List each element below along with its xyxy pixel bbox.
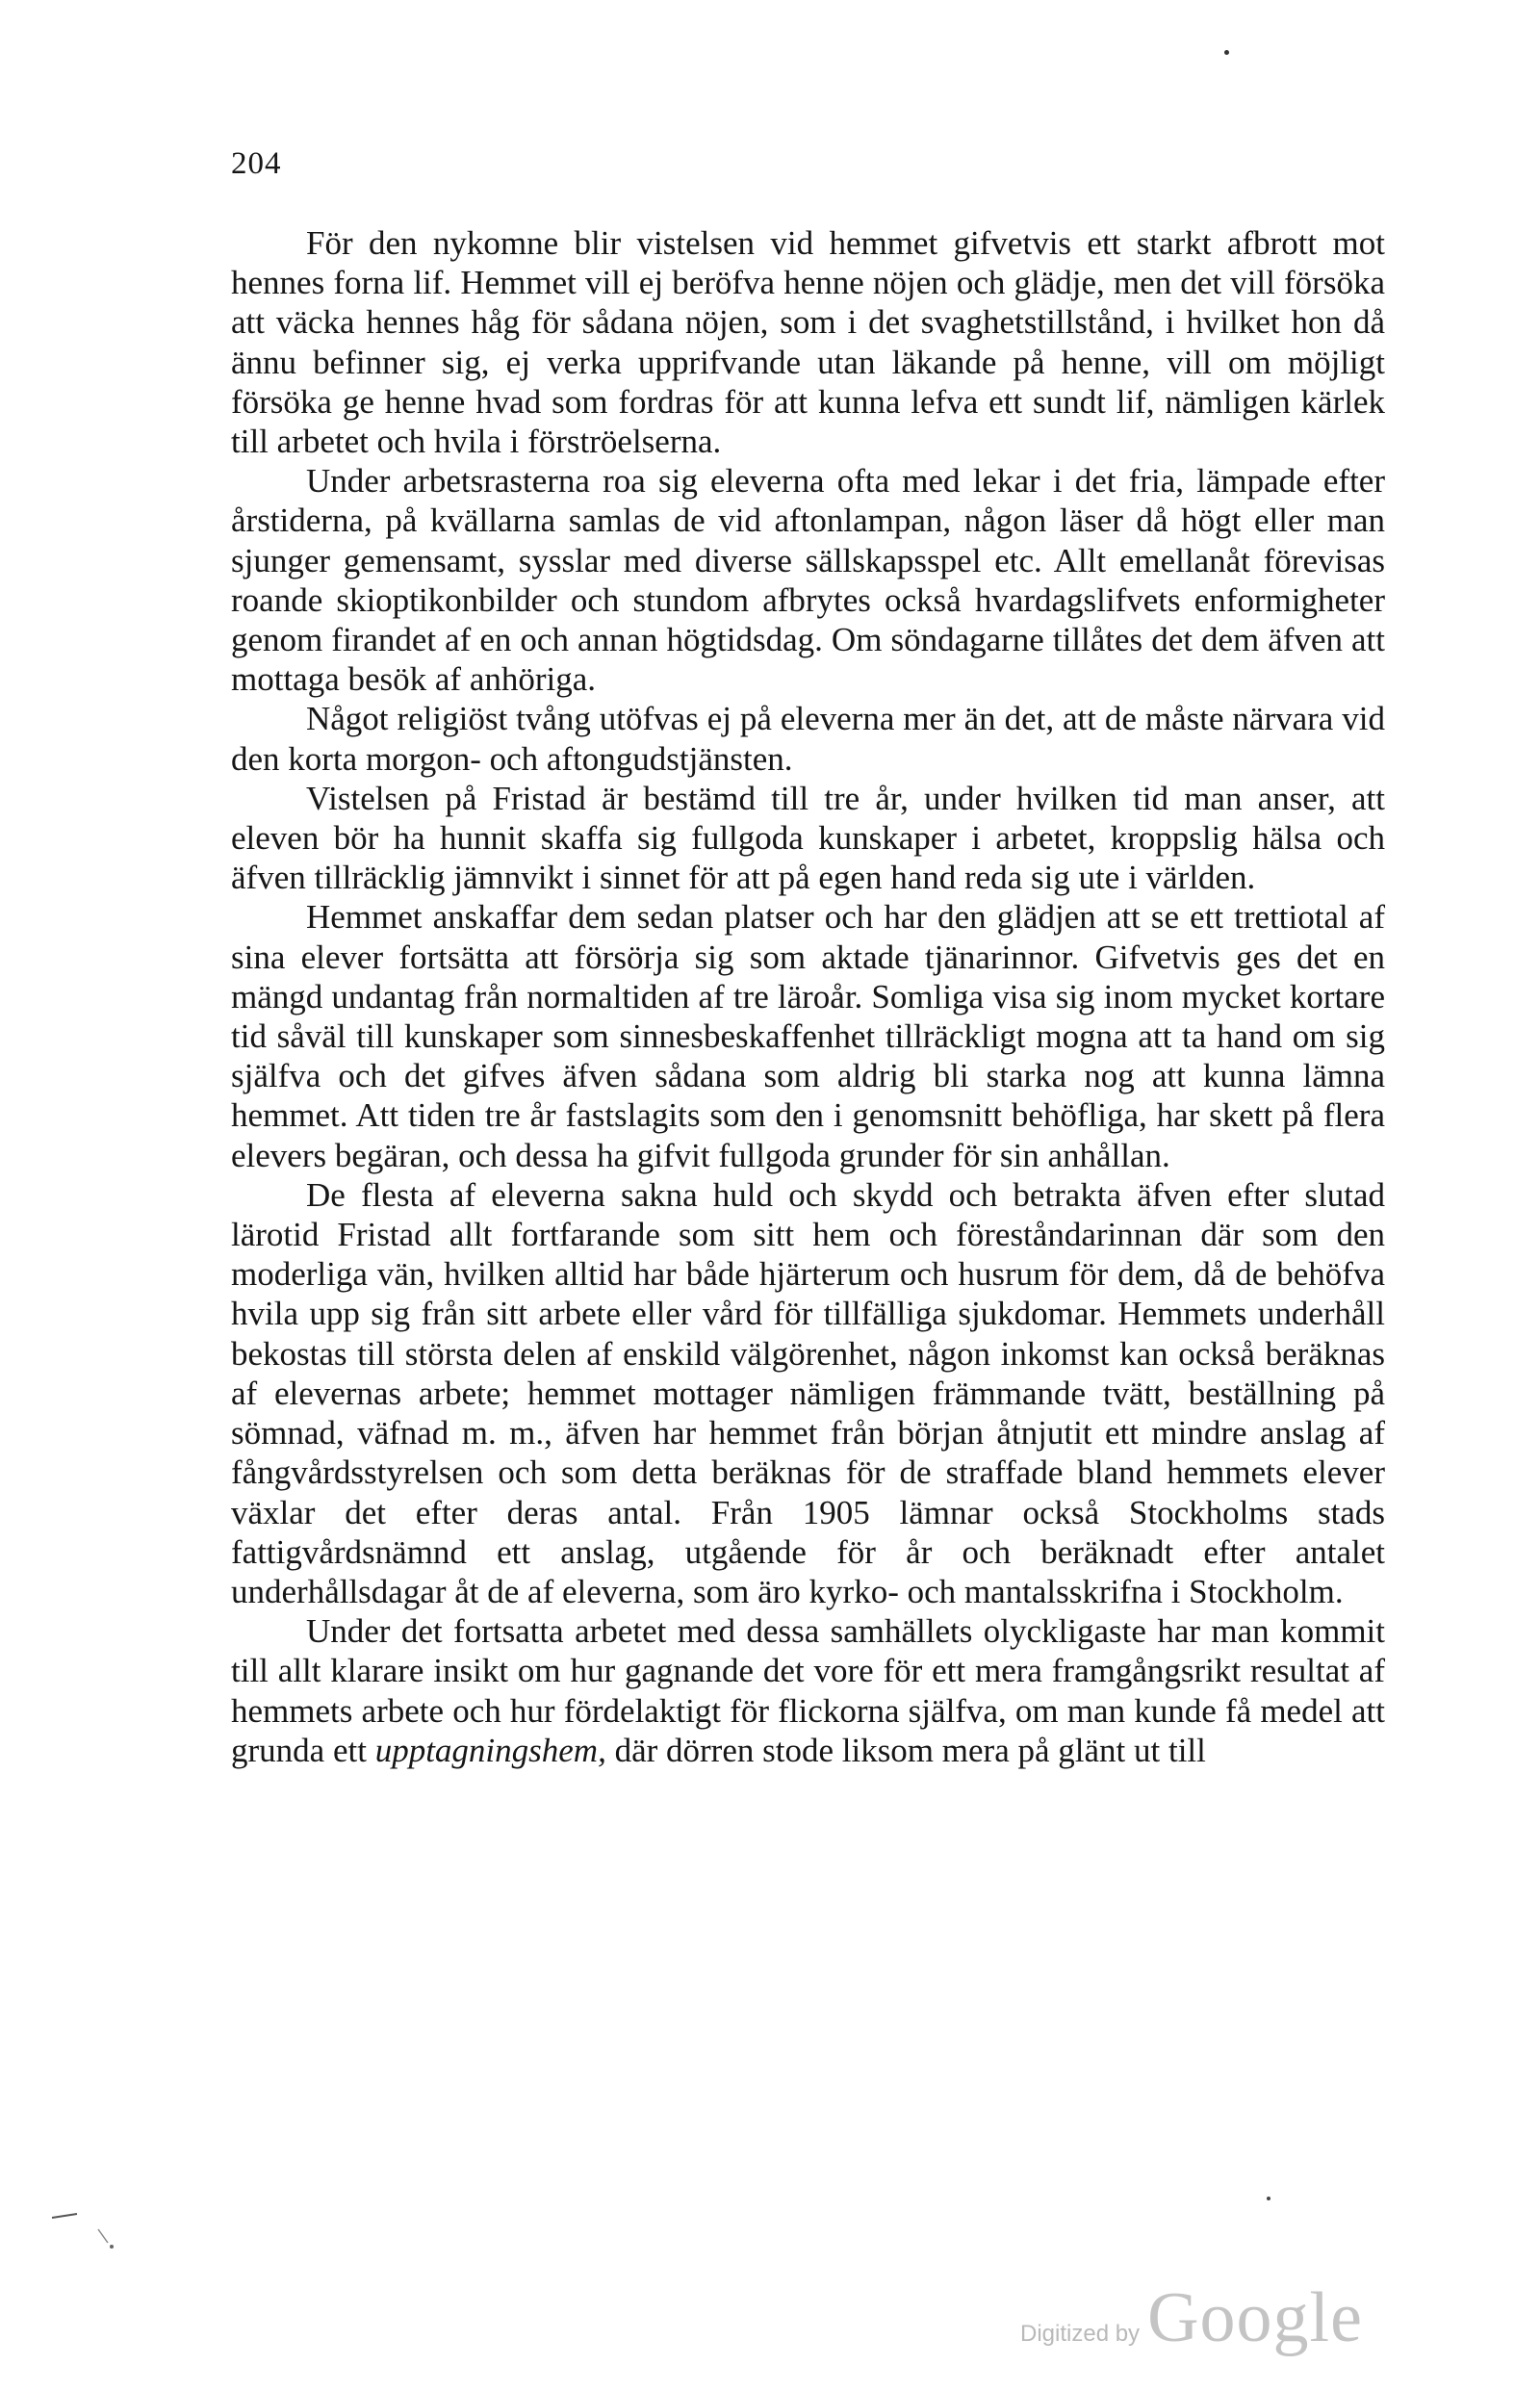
paragraph-text-after: där dörren stode liksom mera på glänt ut till <box>605 1731 1206 1769</box>
page-number: 204 <box>231 146 282 181</box>
body-text <box>231 223 1385 1770</box>
paragraph: De flesta af eleverna sakna huld och skydd och betrakta äfven efter slutad lärotid Fristad allt fortfarande som sitt hem och föreståndarinnan där som den moderliga vän, hvilken alltid har både hjärterum och husrum för dem, då de behöfva hvila upp sig från sitt arbete eller vård för tillfälliga sjukdomar. Hemmets underhåll bekostas till största delen af enskild välgörenhet, någon inkomst kan också beräknas af elevernas arbete; hemmet mottager nämligen främmande tvätt, beställning på sömnad, väfnad m. m., äfven har hemmet från början åtnjutit ett mindre anslag af fångvårdsstyrelsen och som detta beräknas för de straffade bland hemmets elever växlar det efter deras antal. Från 1905 lämnar också Stockholms stads fattigvårdsnämnd ett anslag, utgående för år och beräknadt efter antalet underhållsdagar åt de af eleverna, som äro kyrko- och mantalsskrifna i Stockholm. <box>231 1175 1385 1610</box>
paragraph-text-before: Under det fortsatta arbetet med dessa samhällets olyckligaste har man kommit till allt klarare insikt om hur gagnande det vore för ett mera framgångsrikt resultat af hemmets arbete och hur fördelaktigt för flickorna själfva, om man kunde få medel att grunda ett <box>231 1612 1385 1769</box>
scan-artifact-icon <box>48 2204 125 2252</box>
digitization-watermark <box>1020 2277 1363 2359</box>
paragraph: Vistelsen på Fristad är bestämd till tre år, under hvilken tid man anser, att eleven bör ha hunnit skaffa sig fullgoda kunskaper i arbetet, kroppslig hälsa och äfven tillräcklig jämnvikt i sinnet för att på egen hand reda sig ute i världen. <box>231 779 1385 897</box>
paragraph-last <box>231 1611 1385 1770</box>
paragraph: Under arbetsrasterna roa sig eleverna ofta med lekar i det fria, lämpade efter årstiderna, på kvällarna samlas de vid aftonlampan, någon läser då högt eller man sjunger gemensamt, sysslar med diverse sällskapsspel etc. Allt emellanåt förevisas roande skioptikonbilder och stundom afbrytes också hvardagslifvets enformigheter genom firandet af en och annan högtidsdag. Om söndagarne tillåtes det dem äfven att mottaga besök af anhöriga. <box>231 462 1385 699</box>
scan-speck <box>1224 50 1229 55</box>
paragraph: För den nykomne blir vistelsen vid hemmet gifvetvis ett starkt afbrott mot hennes forna lif. Hemmet vill ej beröfva henne nöjen och glädje, men det vill försöka att väcka hennes håg för sådana nöjen, som i det svaghetstillstånd, i hvilket hon då ännu befinner sig, ej verka upprifvande utan läkande på henne, vill om möjligt försöka ge henne hvad som fordras för att kunna lefva ett sundt lif, nämligen kärlek till arbetet och hvila i förströelserna. <box>231 224 1385 461</box>
watermark-brand-logo: Google <box>1147 2278 1363 2357</box>
paragraph: Hemmet anskaffar dem sedan platser och har den glädjen att se ett trettiotal af sina elever fortsätta att försörja sig som aktade tjänarinnor. Gifvetvis ges det en mängd undantag från normaltiden af tre läroår. Somliga visa sig inom mycket kortare tid såväl till kunskaper som sinnesbeskaffenhet tillräckligt mogna att ta hand om sig själfva och det gifves äfven sådana som aldrig bli starka nog att kunna lämna hemmet. Att tiden tre år fastslagits som den i genomsnitt behöfliga, har skett på flera elevers begäran, och dessa ha gifvit fullgoda grunder för sin anhållan. <box>231 898 1385 1174</box>
scan-speck <box>1267 2197 1270 2200</box>
paragraph: Något religiöst tvång utöfvas ej på eleverna mer än det, att de måste närvara vid den korta morgon- och aftongudstjänsten. <box>231 700 1385 778</box>
watermark-prefix: Digitized by <box>1020 2321 1141 2347</box>
emphasized-term: upptagningshem, <box>374 1731 606 1769</box>
